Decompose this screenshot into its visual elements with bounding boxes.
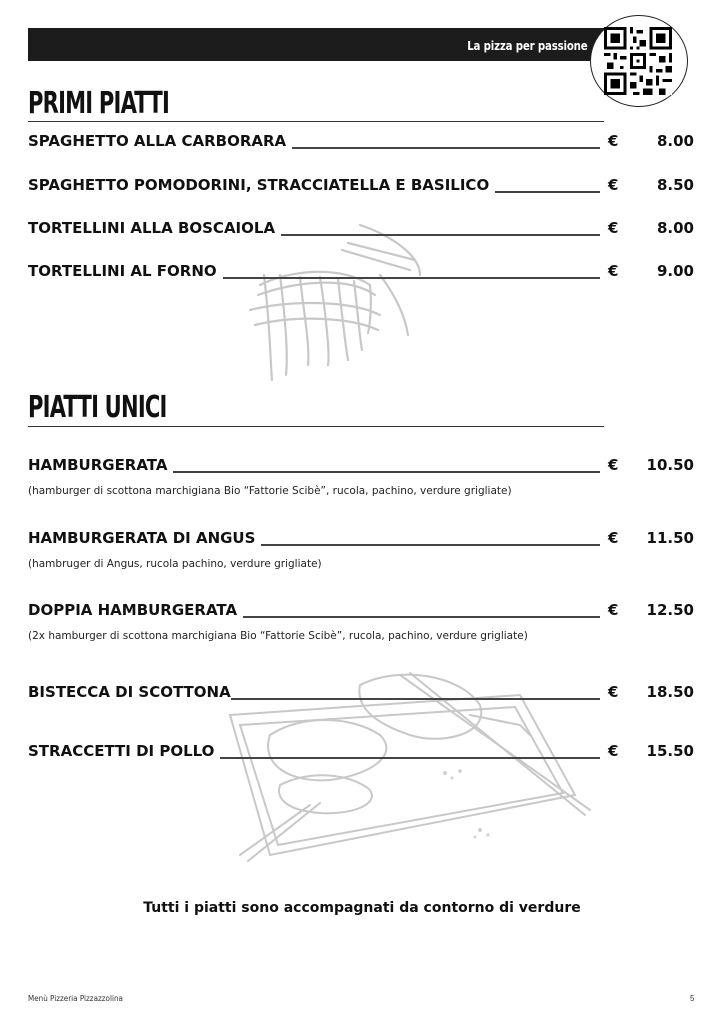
header-bar xyxy=(28,28,638,61)
leader-line xyxy=(243,614,600,618)
currency: € xyxy=(608,742,619,760)
currency: € xyxy=(608,601,619,619)
item-price: 18.50 xyxy=(646,683,694,701)
item-name: DOPPIA HAMBURGERATA xyxy=(28,601,238,619)
currency: € xyxy=(608,262,619,280)
currency: € xyxy=(608,456,619,474)
currency: € xyxy=(608,529,619,547)
side-dish-note: Tutti i piatti sono accompagnati da contorno di verdure xyxy=(143,900,581,916)
item-price: 10.50 xyxy=(646,456,694,474)
leader-line xyxy=(495,189,600,193)
menu-item xyxy=(28,529,694,551)
leader-line xyxy=(220,755,600,759)
item-price: 8.00 xyxy=(656,132,694,150)
currency: € xyxy=(608,219,619,237)
tagline: La pizza per passione xyxy=(467,39,588,53)
item-price: 9.00 xyxy=(656,262,694,280)
item-name: TORTELLINI AL FORNO xyxy=(28,262,217,280)
currency: € xyxy=(608,176,619,194)
item-name: BISTECCA DI SCOTTONA xyxy=(28,683,231,701)
item-name: HAMBURGERATA xyxy=(28,456,168,474)
footer-menu-name: Menù Pizzeria Pizzazzolina xyxy=(28,994,123,1003)
item-name: TORTELLINI ALLA BOSCAIOLA xyxy=(28,219,276,237)
item-description: (2x hamburger di scottona marchigiana Bio “Fattorie Scibè”, rucola, pachino, verdure grigliate) xyxy=(28,630,528,642)
item-name: HAMBURGERATA DI ANGUS xyxy=(28,529,256,547)
leader-line xyxy=(173,469,600,473)
section-divider xyxy=(28,121,604,122)
item-description: (hambruger di Angus, rucola pachino, verdure grigliate) xyxy=(28,558,322,570)
section-title-primi: PRIMI PIATTI xyxy=(28,86,170,121)
item-name: STRACCETTI DI POLLO xyxy=(28,742,215,760)
menu-item xyxy=(28,456,694,478)
leader-line xyxy=(231,696,600,700)
page-number: 5 xyxy=(690,994,695,1003)
menu-item xyxy=(28,262,694,284)
pasta-fork-illustration xyxy=(230,215,430,390)
item-price: 8.00 xyxy=(656,219,694,237)
item-price: 12.50 xyxy=(646,601,694,619)
item-price: 15.50 xyxy=(646,742,694,760)
menu-item xyxy=(28,683,694,705)
section-divider xyxy=(28,426,604,427)
menu-item xyxy=(28,219,694,241)
item-description: (hamburger di scottona marchigiana Bio “Fattorie Scibè”, rucola, pachino, verdure grigliate) xyxy=(28,485,512,497)
menu-item xyxy=(28,132,694,154)
leader-line xyxy=(281,232,600,236)
leader-line xyxy=(261,542,600,546)
item-price: 11.50 xyxy=(646,529,694,547)
item-name: SPAGHETTO POMODORINI, STRACCIATELLA E BASILICO xyxy=(28,176,490,194)
leader-line xyxy=(223,275,600,279)
currency: € xyxy=(608,132,619,150)
menu-item xyxy=(28,742,694,764)
menu-item xyxy=(28,601,694,623)
currency: € xyxy=(608,683,619,701)
item-name: SPAGHETTO ALLA CARBORARA xyxy=(28,132,287,150)
qr-code-icon[interactable] xyxy=(604,27,672,95)
menu-item xyxy=(28,176,694,198)
leader-line xyxy=(292,145,600,149)
item-price: 8.50 xyxy=(656,176,694,194)
section-title-unici: PIATTI UNICI xyxy=(28,390,167,425)
